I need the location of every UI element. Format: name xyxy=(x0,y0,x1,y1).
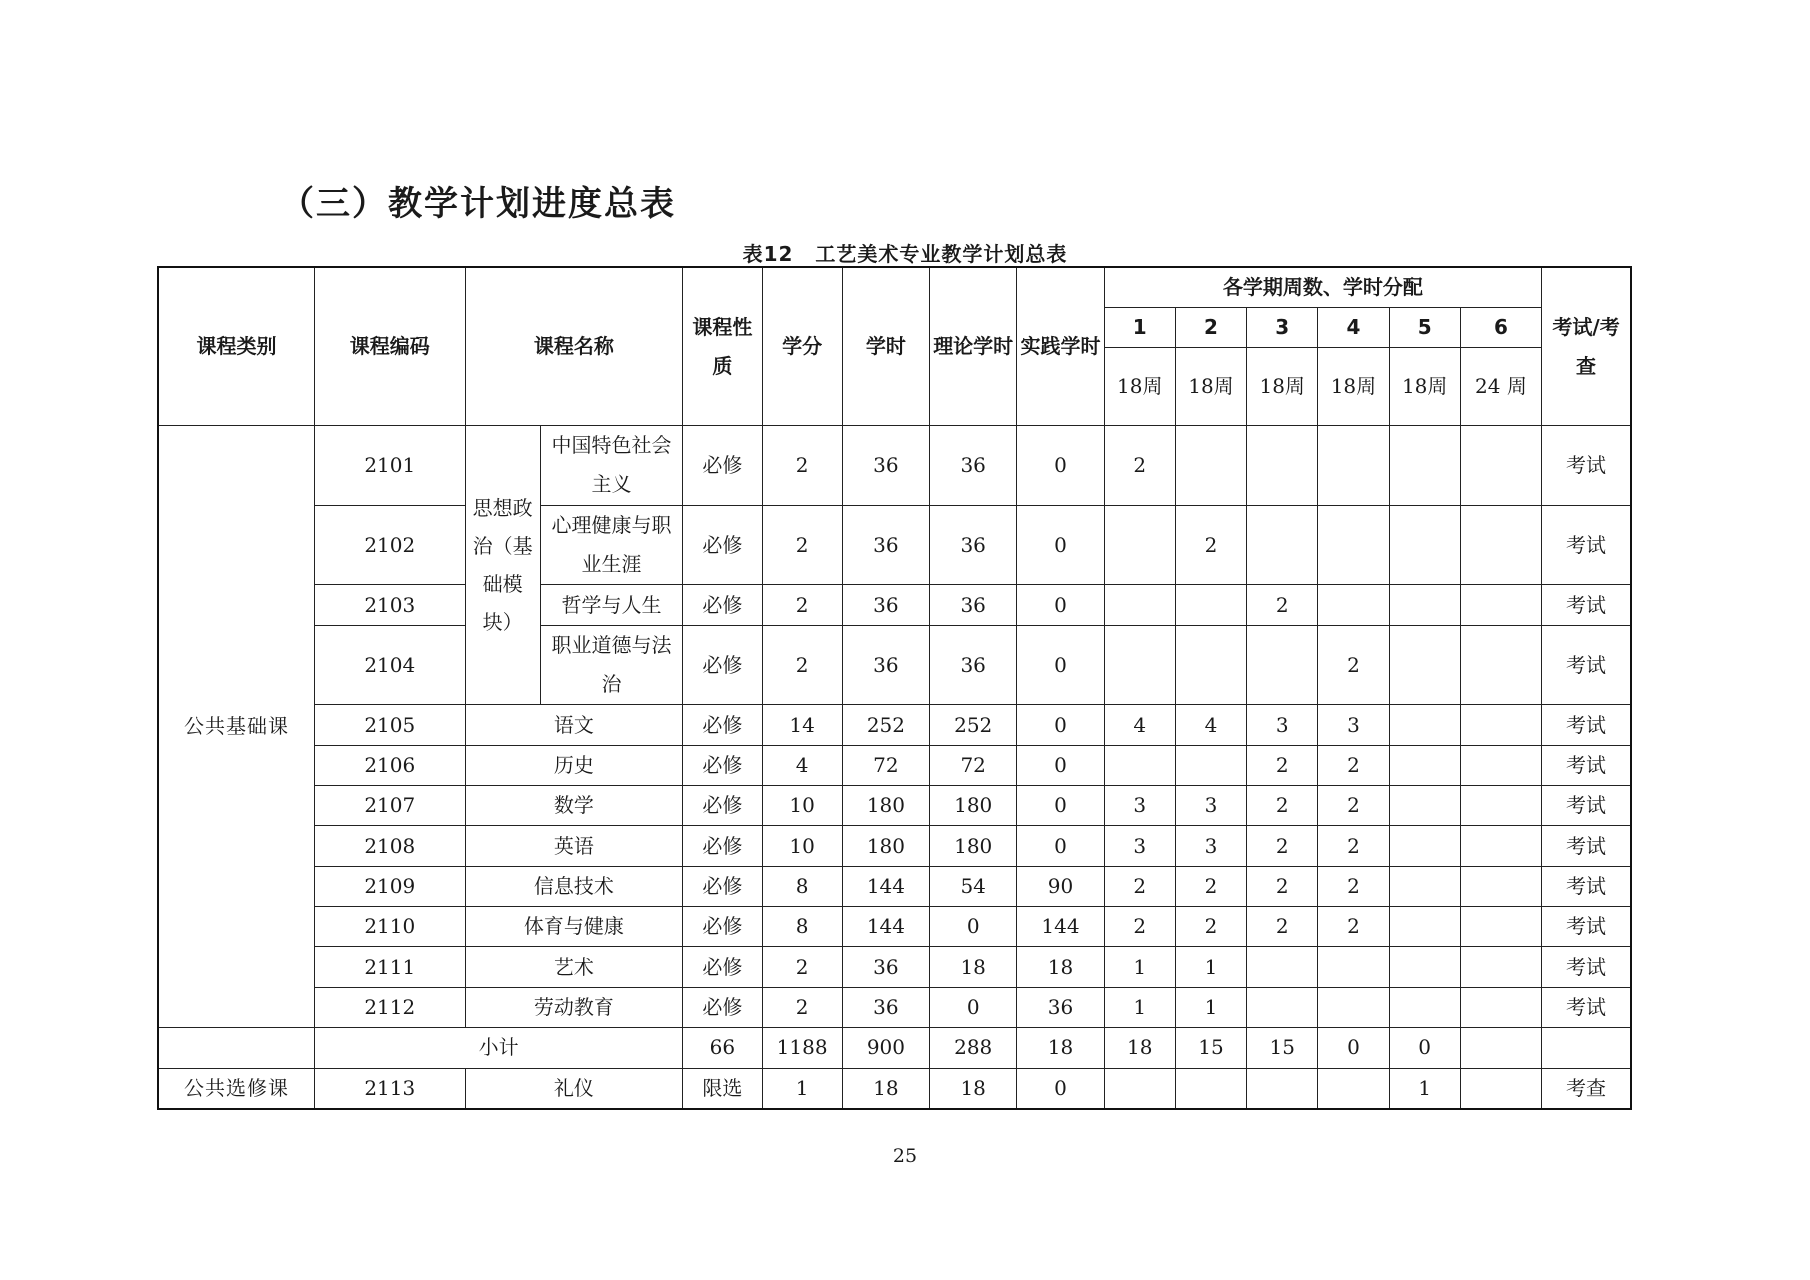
subtotal-theory-hours: 900 xyxy=(842,1028,929,1068)
semester-hours xyxy=(1460,947,1541,987)
course-nature: 必修 xyxy=(683,907,762,947)
course-nature: 必修 xyxy=(683,866,762,906)
semester-hours: 2 xyxy=(1318,745,1389,785)
course-assessment: 考试 xyxy=(1542,585,1631,625)
header-semester-number: 5 xyxy=(1389,308,1460,348)
course-code: 2106 xyxy=(315,745,466,785)
semester-hours: 2 xyxy=(1318,625,1389,705)
course-name: 中国特色社会主义 xyxy=(540,426,682,506)
course-hours: 144 xyxy=(842,907,929,947)
semester-hours xyxy=(1104,745,1175,785)
course-practice-hours: 0 xyxy=(1017,585,1104,625)
table-row xyxy=(158,1068,1631,1109)
course-hours: 252 xyxy=(842,705,929,745)
course-credits: 2 xyxy=(762,987,842,1027)
course-assessment: 考试 xyxy=(1542,987,1631,1027)
header-semester-group: 各学期周数、学时分配 xyxy=(1104,267,1542,308)
semester-hours xyxy=(1318,505,1389,585)
subtotal-hours: 1188 xyxy=(762,1028,842,1068)
course-practice-hours: 18 xyxy=(1017,947,1104,987)
category-public-basic: 公共基础课 xyxy=(158,426,315,1028)
course-nature: 必修 xyxy=(683,585,762,625)
semester-hours xyxy=(1389,585,1460,625)
course-theory-hours: 36 xyxy=(930,585,1017,625)
subtotal-assessment xyxy=(1460,1028,1541,1068)
semester-hours xyxy=(1104,625,1175,705)
course-hours: 36 xyxy=(842,426,929,506)
course-assessment: 考试 xyxy=(1542,705,1631,745)
semester-hours: 2 xyxy=(1247,585,1318,625)
semester-hours xyxy=(1389,826,1460,866)
header-nature: 课程性质 xyxy=(683,267,762,426)
course-assessment: 考试 xyxy=(1542,426,1631,506)
course-theory-hours: 180 xyxy=(930,786,1017,826)
table-row xyxy=(158,705,1631,745)
header-semester-number: 1 xyxy=(1104,308,1175,348)
course-name: 职业道德与法治 xyxy=(540,625,682,705)
course-name: 劳动教育 xyxy=(465,987,683,1027)
table-row xyxy=(158,426,1631,506)
course-credits: 10 xyxy=(762,786,842,826)
semester-hours xyxy=(1247,1068,1318,1109)
course-credits: 2 xyxy=(762,426,842,506)
course-credits: 2 xyxy=(762,625,842,705)
semester-hours: 3 xyxy=(1318,705,1389,745)
subtotal-credits: 66 xyxy=(683,1028,762,1068)
course-assessment: 考查 xyxy=(1542,1068,1631,1109)
semester-hours xyxy=(1247,625,1318,705)
course-theory-hours: 0 xyxy=(930,907,1017,947)
subtotal-label: 小计 xyxy=(315,1028,683,1068)
course-code: 2112 xyxy=(315,987,466,1027)
semester-hours: 2 xyxy=(1318,907,1389,947)
table-row xyxy=(158,585,1631,625)
course-credits: 14 xyxy=(762,705,842,745)
page-heading: （三）教学计划进度总表 xyxy=(280,184,676,224)
header-hours: 学时 xyxy=(842,267,929,426)
course-hours: 36 xyxy=(842,625,929,705)
semester-hours xyxy=(1247,987,1318,1027)
semester-hours xyxy=(1389,505,1460,585)
course-code: 2109 xyxy=(315,866,466,906)
header-assessment: 考试/考查 xyxy=(1542,267,1631,426)
semester-hours xyxy=(1247,947,1318,987)
semester-hours xyxy=(1389,947,1460,987)
course-practice-hours: 0 xyxy=(1017,705,1104,745)
course-hours: 18 xyxy=(842,1068,929,1109)
semester-hours: 4 xyxy=(1175,705,1246,745)
module-ideology: 思想政治（基础模块） xyxy=(465,426,540,705)
semester-hours xyxy=(1389,705,1460,745)
subtotal-semester-hours: 0 xyxy=(1318,1028,1389,1068)
course-name: 信息技术 xyxy=(465,866,683,906)
course-hours: 36 xyxy=(842,987,929,1027)
course-code: 2103 xyxy=(315,585,466,625)
course-theory-hours: 36 xyxy=(930,426,1017,506)
course-name: 体育与健康 xyxy=(465,907,683,947)
semester-hours: 3 xyxy=(1104,786,1175,826)
header-semester-number: 3 xyxy=(1247,308,1318,348)
semester-hours xyxy=(1318,426,1389,506)
table-row xyxy=(158,987,1631,1027)
course-practice-hours: 0 xyxy=(1017,745,1104,785)
subtotal-semester-hours: 0 xyxy=(1389,1028,1460,1068)
course-hours: 72 xyxy=(842,745,929,785)
semester-hours xyxy=(1389,426,1460,506)
course-theory-hours: 36 xyxy=(930,625,1017,705)
course-practice-hours: 0 xyxy=(1017,1068,1104,1109)
semester-hours xyxy=(1389,907,1460,947)
semester-hours: 1 xyxy=(1104,947,1175,987)
semester-hours xyxy=(1460,745,1541,785)
subtotal-semester-hours: 18 xyxy=(1104,1028,1175,1068)
header-practice-hours: 实践学时 xyxy=(1017,267,1104,426)
header-semester-number: 4 xyxy=(1318,308,1389,348)
course-nature: 必修 xyxy=(683,505,762,585)
semester-hours xyxy=(1104,1068,1175,1109)
semester-hours: 2 xyxy=(1247,786,1318,826)
semester-hours: 2 xyxy=(1104,907,1175,947)
header-name: 课程名称 xyxy=(465,267,683,426)
course-name: 礼仪 xyxy=(465,1068,683,1109)
semester-hours: 2 xyxy=(1318,826,1389,866)
course-code: 2104 xyxy=(315,625,466,705)
semester-hours: 4 xyxy=(1104,705,1175,745)
course-practice-hours: 36 xyxy=(1017,987,1104,1027)
course-practice-hours: 0 xyxy=(1017,505,1104,585)
course-code: 2107 xyxy=(315,786,466,826)
table-row xyxy=(158,947,1631,987)
course-theory-hours: 36 xyxy=(930,505,1017,585)
course-practice-hours: 90 xyxy=(1017,866,1104,906)
table-row xyxy=(158,745,1631,785)
course-nature: 必修 xyxy=(683,987,762,1027)
course-hours: 180 xyxy=(842,786,929,826)
header-code: 课程编码 xyxy=(315,267,466,426)
table-row xyxy=(158,786,1631,826)
table-caption-title: 工艺美术专业教学计划总表 xyxy=(815,242,1068,266)
semester-hours xyxy=(1104,505,1175,585)
semester-hours xyxy=(1389,625,1460,705)
header-semester-weeks: 18周 xyxy=(1104,348,1175,426)
semester-hours xyxy=(1460,866,1541,906)
course-theory-hours: 252 xyxy=(930,705,1017,745)
course-nature: 必修 xyxy=(683,625,762,705)
course-hours: 36 xyxy=(842,505,929,585)
semester-hours: 2 xyxy=(1247,745,1318,785)
semester-hours xyxy=(1460,907,1541,947)
table-row xyxy=(158,826,1631,866)
course-credits: 8 xyxy=(762,907,842,947)
subtotal-row xyxy=(158,1028,1631,1068)
course-hours: 36 xyxy=(842,947,929,987)
semester-hours: 2 xyxy=(1247,866,1318,906)
semester-hours xyxy=(1318,947,1389,987)
semester-hours: 3 xyxy=(1104,826,1175,866)
course-assessment: 考试 xyxy=(1542,907,1631,947)
course-hours: 180 xyxy=(842,826,929,866)
semester-hours xyxy=(1389,745,1460,785)
course-name: 英语 xyxy=(465,826,683,866)
course-code: 2111 xyxy=(315,947,466,987)
page-number: 25 xyxy=(892,1145,918,1167)
course-nature: 必修 xyxy=(683,947,762,987)
course-credits: 8 xyxy=(762,866,842,906)
semester-hours xyxy=(1460,1068,1541,1109)
semester-hours: 2 xyxy=(1318,866,1389,906)
semester-hours xyxy=(1247,426,1318,506)
course-assessment: 考试 xyxy=(1542,625,1631,705)
subtotal-semester-hours: 18 xyxy=(1017,1028,1104,1068)
course-theory-hours: 72 xyxy=(930,745,1017,785)
semester-hours: 3 xyxy=(1175,826,1246,866)
course-nature: 必修 xyxy=(683,745,762,785)
course-assessment: 考试 xyxy=(1542,947,1631,987)
subtotal-practice-hours: 288 xyxy=(930,1028,1017,1068)
semester-hours: 2 xyxy=(1104,426,1175,506)
course-theory-hours: 18 xyxy=(930,1068,1017,1109)
semester-hours xyxy=(1175,426,1246,506)
course-theory-hours: 18 xyxy=(930,947,1017,987)
table-row xyxy=(158,866,1631,906)
table-row xyxy=(158,907,1631,947)
header-semester-weeks: 18周 xyxy=(1318,348,1389,426)
course-assessment: 考试 xyxy=(1542,505,1631,585)
table-caption xyxy=(0,238,1810,267)
semester-hours xyxy=(1175,585,1246,625)
course-hours: 144 xyxy=(842,866,929,906)
semester-hours xyxy=(1460,786,1541,826)
course-credits: 2 xyxy=(762,505,842,585)
header-semester-weeks: 18周 xyxy=(1389,348,1460,426)
course-assessment: 考试 xyxy=(1542,745,1631,785)
semester-hours xyxy=(1460,426,1541,506)
semester-hours xyxy=(1460,705,1541,745)
course-assessment: 考试 xyxy=(1542,786,1631,826)
semester-hours xyxy=(1460,505,1541,585)
course-name: 哲学与人生 xyxy=(540,585,682,625)
course-practice-hours: 144 xyxy=(1017,907,1104,947)
header-semester-number: 2 xyxy=(1175,308,1246,348)
semester-hours xyxy=(1175,745,1246,785)
course-credits: 2 xyxy=(762,585,842,625)
course-nature: 限选 xyxy=(683,1068,762,1109)
course-nature: 必修 xyxy=(683,426,762,506)
semester-hours: 2 xyxy=(1247,907,1318,947)
course-practice-hours: 0 xyxy=(1017,625,1104,705)
course-code: 2101 xyxy=(315,426,466,506)
course-code: 2110 xyxy=(315,907,466,947)
semester-hours: 1 xyxy=(1389,1068,1460,1109)
header-semester-weeks: 18周 xyxy=(1175,348,1246,426)
header-category: 课程类别 xyxy=(158,267,315,426)
header-semester-number: 6 xyxy=(1460,308,1541,348)
course-code: 2113 xyxy=(315,1068,466,1109)
course-practice-hours: 0 xyxy=(1017,826,1104,866)
header-semester-weeks: 18周 xyxy=(1247,348,1318,426)
semester-hours: 2 xyxy=(1247,826,1318,866)
course-theory-hours: 180 xyxy=(930,826,1017,866)
course-name: 语文 xyxy=(465,705,683,745)
course-code: 2105 xyxy=(315,705,466,745)
semester-hours: 1 xyxy=(1104,987,1175,1027)
table-caption-label: 表12 xyxy=(742,242,794,266)
course-assessment: 考试 xyxy=(1542,826,1631,866)
semester-hours xyxy=(1460,987,1541,1027)
subtotal-semester-hours: 15 xyxy=(1175,1028,1246,1068)
semester-hours xyxy=(1318,1068,1389,1109)
semester-hours xyxy=(1318,585,1389,625)
course-credits: 10 xyxy=(762,826,842,866)
header-credits: 学分 xyxy=(762,267,842,426)
course-nature: 必修 xyxy=(683,826,762,866)
semester-hours xyxy=(1104,585,1175,625)
semester-hours: 3 xyxy=(1247,705,1318,745)
course-assessment: 考试 xyxy=(1542,866,1631,906)
course-code: 2102 xyxy=(315,505,466,585)
semester-hours xyxy=(1175,625,1246,705)
semester-hours xyxy=(1318,987,1389,1027)
category-public-elective: 公共选修课 xyxy=(158,1068,315,1109)
semester-hours xyxy=(1175,1068,1246,1109)
table-row xyxy=(158,505,1631,585)
table-row xyxy=(158,625,1631,705)
semester-hours: 2 xyxy=(1318,786,1389,826)
course-name: 历史 xyxy=(465,745,683,785)
semester-hours: 1 xyxy=(1175,947,1246,987)
teaching-plan-table xyxy=(157,266,1632,1110)
header-semester-weeks: 24 周 xyxy=(1460,348,1541,426)
course-theory-hours: 0 xyxy=(930,987,1017,1027)
course-hours: 36 xyxy=(842,585,929,625)
course-practice-hours: 0 xyxy=(1017,426,1104,506)
subtotal-semester-hours: 15 xyxy=(1247,1028,1318,1068)
course-credits: 4 xyxy=(762,745,842,785)
semester-hours: 3 xyxy=(1175,786,1246,826)
semester-hours xyxy=(1389,866,1460,906)
semester-hours: 2 xyxy=(1175,505,1246,585)
course-practice-hours: 0 xyxy=(1017,786,1104,826)
semester-hours xyxy=(1389,786,1460,826)
semester-hours: 2 xyxy=(1175,866,1246,906)
header-theory-hours: 理论学时 xyxy=(930,267,1017,426)
semester-hours xyxy=(1389,987,1460,1027)
course-name: 心理健康与职业生涯 xyxy=(540,505,682,585)
semester-hours: 2 xyxy=(1104,866,1175,906)
course-theory-hours: 54 xyxy=(930,866,1017,906)
course-name: 数学 xyxy=(465,786,683,826)
course-nature: 必修 xyxy=(683,705,762,745)
course-nature: 必修 xyxy=(683,786,762,826)
course-name: 艺术 xyxy=(465,947,683,987)
course-credits: 1 xyxy=(762,1068,842,1109)
semester-hours xyxy=(1460,826,1541,866)
subtotal-category-blank xyxy=(158,1028,315,1068)
semester-hours xyxy=(1460,585,1541,625)
semester-hours xyxy=(1460,625,1541,705)
semester-hours: 2 xyxy=(1175,907,1246,947)
semester-hours xyxy=(1247,505,1318,585)
semester-hours: 1 xyxy=(1175,987,1246,1027)
course-code: 2108 xyxy=(315,826,466,866)
course-credits: 2 xyxy=(762,947,842,987)
